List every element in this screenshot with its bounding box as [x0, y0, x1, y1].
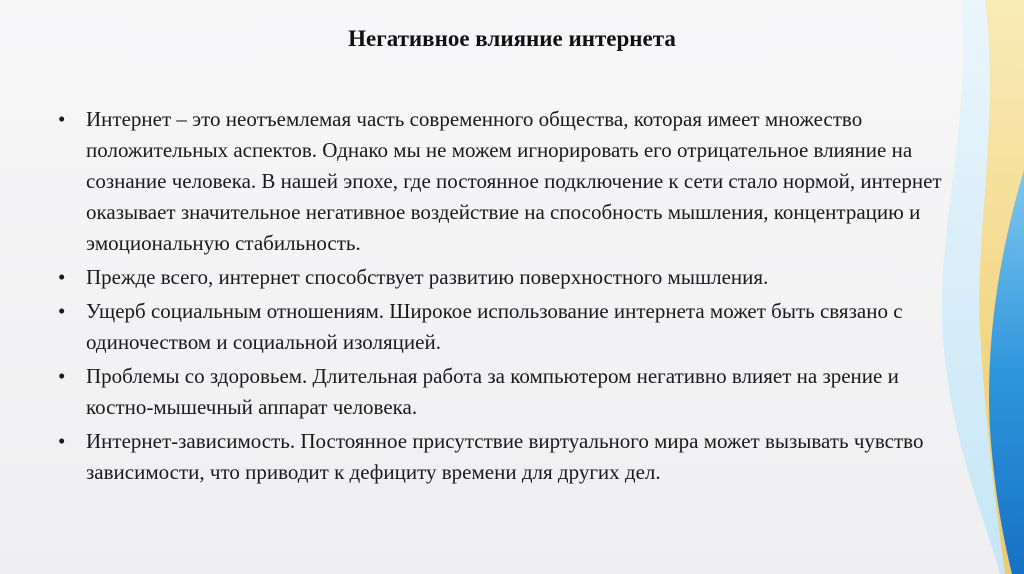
page-title: Негативное влияние интернета — [348, 26, 676, 51]
bullet-list — [56, 104, 956, 491]
bullet-text: Интернет – это неотъемлемая часть современного общества, которая имеет множество положительных аспектов. Однако мы не можем игнорировать его отрицательное влияние на сознание человека. В нашей эпохе, где постоянное подключение к сети стало нормой, интернет оказывает значительное негативное воздействие на способность мышления, концентрацию и эмоциональную стабильность. — [86, 107, 942, 255]
list-item — [56, 426, 956, 488]
bullet-marker: • — [58, 107, 66, 131]
bullet-text: Интернет-зависимость. Постоянное присутствие виртуального мира может вызывать чувство зависимости, что приводит к дефициту времени для других дел. — [86, 429, 924, 484]
bullet-marker: • — [58, 429, 66, 453]
bullet-text: Проблемы со здоровьем. Длительная работа за компьютером негативно влияет на зрение и костно-мышечный аппарат человека. — [86, 364, 899, 419]
bullet-marker: • — [58, 299, 66, 323]
bullet-marker: • — [58, 364, 66, 388]
bullet-text: Прежде всего, интернет способствует развитию поверхностного мышления. — [86, 265, 769, 289]
bullet-marker: • — [58, 265, 66, 289]
list-item — [56, 296, 956, 358]
list-item — [56, 361, 956, 423]
bullet-text: Ущерб социальным отношениям. Широкое использование интернета может быть связано с одиночеством и социальной изоляцией. — [86, 299, 903, 354]
list-item — [56, 104, 956, 259]
list-item — [56, 262, 956, 293]
